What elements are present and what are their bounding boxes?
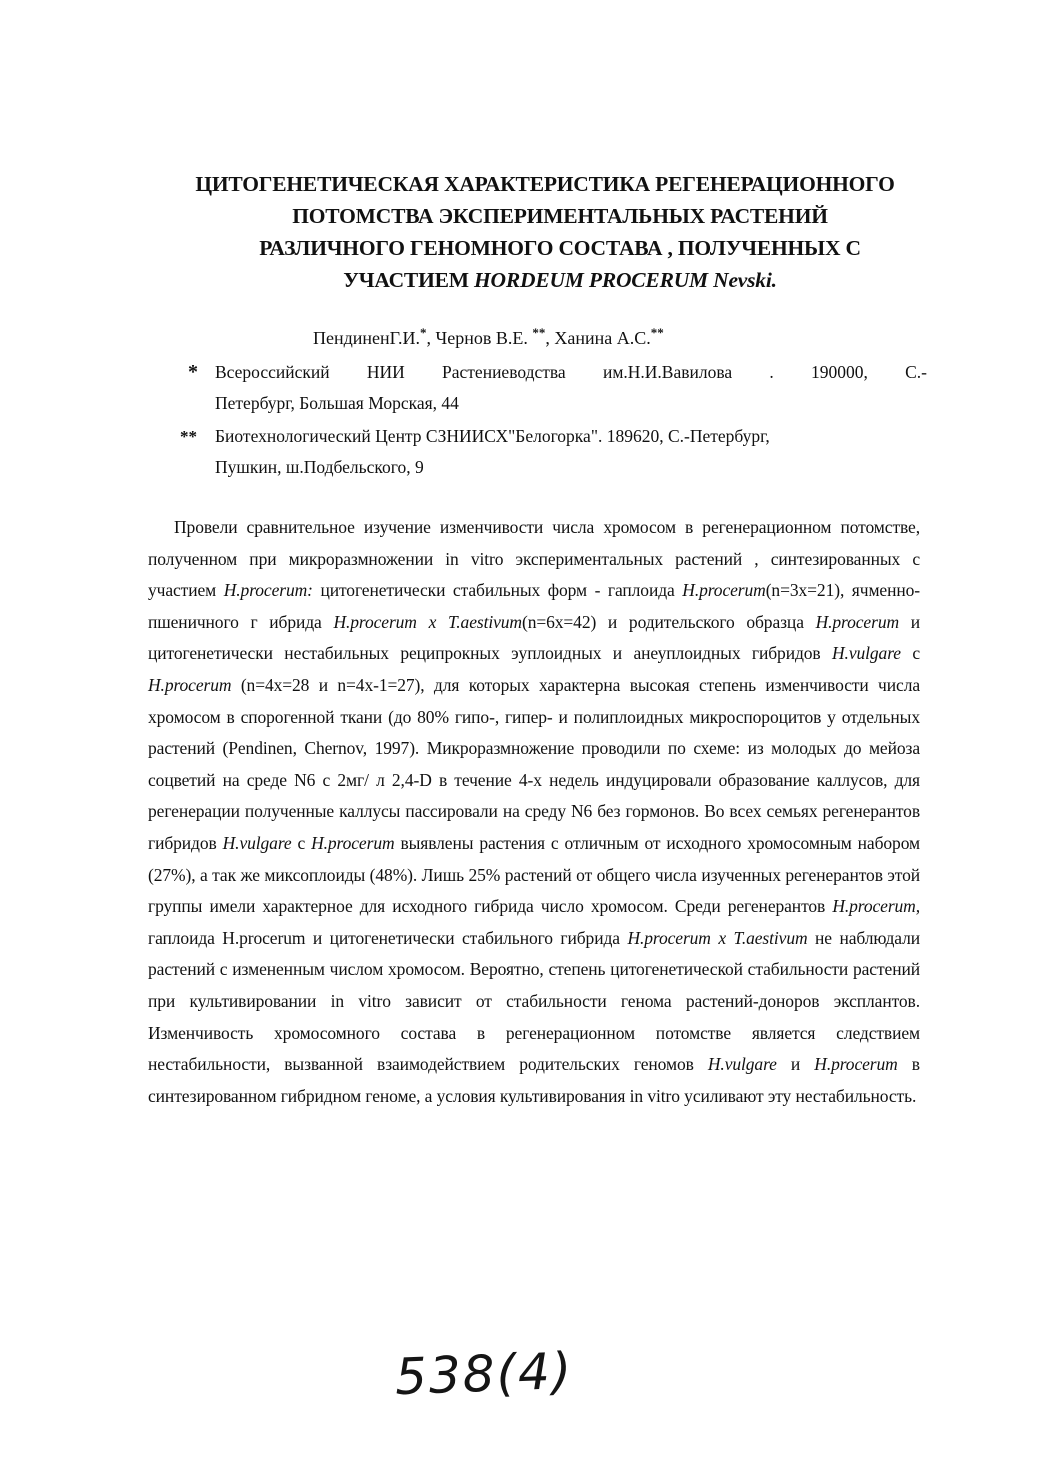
species-name: H.vulgare <box>707 1054 777 1075</box>
abstract-text: не наблюдали растений с измененным числом хромосом. Вероятно, степень цитогенетической стабильности растений при культивировании in vitro зависит от стабильности генома растений-доноров эксплантов. Изменчивость хромосомного состава в регенерационном потомстве является следствием нестабильности, вызванной взаимодействием родительских геномов <box>148 927 920 1075</box>
abstract-text: Провели сравнительное изучение изменчивости числа хромосом в регенерационном потомстве, полученном при микроразмножении in vitro экспериментальных растений , синтезированных с участием <box>148 517 920 601</box>
author-1: ПендиненГ.И. <box>313 328 421 348</box>
affiliation-1-word: НИИ <box>366 362 405 382</box>
affiliation-1-word: им.Н.И.Вавилова <box>602 362 733 382</box>
abstract-text: и <box>776 1054 815 1075</box>
affiliation-2-line-1: Биотехнологический Центр СЗНИИСХ"Белогорка". 189620, С.-Петербург, <box>215 426 770 446</box>
species-name: H.procerum x T.aestivum <box>627 927 808 948</box>
abstract-text: и цитогенетически нестабильных реципрокных эуплоидных и анеуплоидных гибридов <box>148 611 920 664</box>
author-2: , Чернов В.Е. <box>426 328 533 348</box>
species-name: H.procerum, <box>832 896 920 917</box>
abstract-text: (n=4x=28 и n=4x-1=27), для которых характерна высокая степень изменчивости числа хромосом в спорогенной ткани (до 80% гипо-, гипер- и полиплоидных микроспороцитов у отдельных растений (Pendinen, Chernov, 1997). Микроразмножение проводили по схеме: из молодых до мейоза соцветий на среде N6 с 2мг/ л 2,4-D в течение 4-х недель индуцировали образование каллусов, для регенерации полученные каллусы пассировали на среду N6 без гормонов. Во всех семьях регенерантов гибридов <box>148 674 920 853</box>
paper-title <box>150 168 970 296</box>
species-name: H.procerum <box>814 1054 898 1075</box>
species-name: H.procerum <box>682 580 766 601</box>
affiliation-1-line-1 <box>215 357 927 388</box>
abstract-text: гаплоида H.procerum и цитогенетически стабильного гибрида <box>148 927 628 948</box>
abstract-text: (n=3x=21), ячменно-пшеничного г ибрида <box>148 580 921 632</box>
abstract-text: с <box>900 643 921 664</box>
abstract-text: выявлены растения с отличным от исходного хромосомным набором (27%), а так же миксоплоиды (48%). Лишь 25% растений от общего числа изученных регенерантов этой группы имели характерное для исходного гибрида число хромосом. Среди регенерантов <box>148 832 920 917</box>
title-line-2: ПОТОМСТВА ЭКСПЕРИМЕНТАЛЬНЫХ РАСТЕНИЙ <box>292 204 828 228</box>
species-name: H.vulgare <box>222 832 292 853</box>
affiliation-2-line-2: Пушкин, ш.Подбельского, 9 <box>215 457 424 477</box>
affiliation-1-word: 190000, <box>811 362 868 382</box>
affiliation-1-word: . <box>769 362 774 382</box>
abstract <box>148 512 920 1112</box>
author-1-mark: * <box>420 325 427 340</box>
abstract-text: (n=6x=42) и родительского образца <box>521 611 816 632</box>
affiliation-1-line-2: Петербург, Большая Морская, 44 <box>215 393 459 413</box>
affiliation-1-word: Растениеводства <box>442 362 566 382</box>
species-name: H.procerum <box>148 674 232 695</box>
affiliation-2 <box>180 421 927 483</box>
affiliation-2-mark: ** <box>180 427 197 446</box>
title-line-1: ЦИТОГЕНЕТИЧЕСКАЯ ХАРАКТЕРИСТИКА РЕГЕНЕРАЦИОННОГО <box>195 172 895 196</box>
abstract-paragraph <box>148 512 920 1112</box>
title-species-name: HORDEUM PROCERUM Nevski. <box>474 268 777 292</box>
affiliation-1-mark: * <box>188 361 198 383</box>
species-name: H.procerum <box>311 832 395 853</box>
handwritten-page-number: 538(4) <box>394 1341 575 1407</box>
abstract-text: цитогенетически стабильных форм - гаплоида <box>312 580 683 601</box>
affiliation-1-word: С.- <box>905 362 927 382</box>
title-line-4-prefix: УЧАСТИЕМ <box>343 268 469 292</box>
title-line-3: РАЗЛИЧНОГО ГЕНОМНОГО СОСТАВА , ПОЛУЧЕННЫХ С <box>259 236 861 260</box>
affiliation-1 <box>188 357 927 419</box>
abstract-text: с <box>291 832 312 853</box>
author-2-mark: ** <box>532 325 546 340</box>
species-name: H.vulgare <box>832 643 901 664</box>
affiliation-1-word: Всероссийский <box>215 362 330 382</box>
species-name: H.procerum <box>815 611 900 632</box>
author-list <box>313 325 664 349</box>
abstract-text: в синтезированном гибридном геноме, а условия культивирования in vitro усиливают эту нестабильность. <box>148 1054 920 1106</box>
species-name: H.procerum x T.aestivum <box>333 611 522 632</box>
species-name: H.procerum: <box>223 580 313 601</box>
author-3: , Ханина А.С. <box>545 328 651 348</box>
title-line-4 <box>150 264 970 296</box>
author-3-mark: ** <box>650 325 664 340</box>
